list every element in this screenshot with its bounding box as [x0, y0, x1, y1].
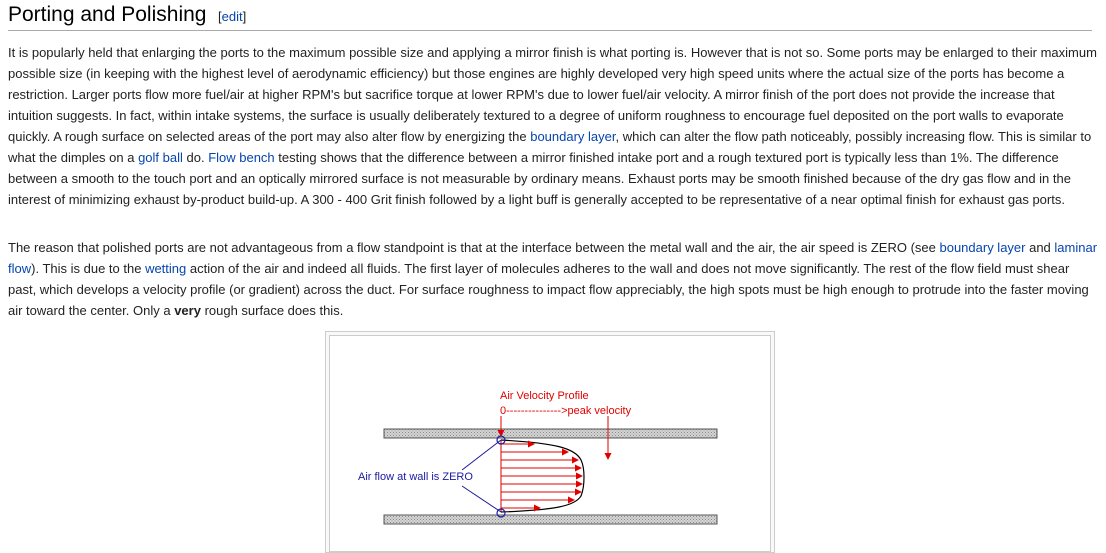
profile-label: Air Velocity Profile: [500, 390, 589, 402]
link-laminar-flow[interactable]: laminar flow: [8, 240, 1098, 276]
paragraph-porting: [8, 42, 1098, 210]
text-span: and: [1025, 240, 1055, 255]
link-boundary-layer[interactable]: boundary layer: [530, 129, 616, 144]
link-wetting[interactable]: wetting: [145, 261, 187, 276]
wall-pointer-bottom: [462, 486, 501, 512]
edit-bracket-close: ]: [242, 9, 247, 24]
text-span: rough surface does this.: [200, 303, 344, 318]
velocity-profile-diagram: [330, 336, 770, 551]
velocity-profile-figure[interactable]: [325, 331, 775, 553]
text-span: , which can alter the flow path noticeably, possibly increasing flow. This is similar to what the dimples on a: [8, 129, 1092, 165]
top-duct-wall: [384, 429, 717, 438]
wall-pointer-top: [462, 440, 501, 470]
link-boundary-layer-2[interactable]: boundary layer: [939, 240, 1026, 255]
link-flow-bench[interactable]: Flow bench: [208, 150, 275, 165]
edit-bracket-open: [: [218, 9, 222, 24]
section-heading: [8, 0, 1092, 31]
bold-very: very: [174, 303, 201, 318]
text-span: do.: [182, 150, 209, 165]
text-span: ). This is due to the: [31, 261, 146, 276]
figure-frame: [329, 335, 771, 552]
bottom-duct-wall: [384, 515, 717, 524]
edit-link[interactable]: edit: [221, 9, 243, 24]
text-span: action of the air and indeed all fluids. The first layer of molecules adheres to the wall and does not move significantly. The rest of the flow field must shear past, which develops a velocity profile (or gradient) across the duct. For surface roughness to impact flow appreciably, the high spots must be high enough to protrude into the faster moving air toward the center. Only a: [8, 261, 1089, 318]
scale-label: 0--------------->peak velocity: [500, 405, 632, 417]
link-golf-ball[interactable]: golf ball: [138, 150, 183, 165]
wall-zero-label: Air flow at wall is ZERO: [358, 471, 473, 483]
paragraph-polished-ports: [8, 237, 1098, 321]
edit-section: [218, 9, 246, 24]
text-span: It is popularly held that enlarging the ports to the maximum possible size and applying a mirror finish is what porting is. However that is not so. Some ports may be enlarged to their maximum possible size (in keeping with the highest level of aerodynamic efficiency) but those engines are highly developed very high speed units where the actual size of the ports has become a restriction. Larger ports flow more fuel/air at higher RPM's but sacrifice torque at lower RPM's due to lower fuel/air velocity. A mirror finish of the port does not provide the increase that intuition suggests. In fact, within intake systems, the surface is usually deliberately textured to a degree of uniform roughness to encourage fuel deposited on the port walls to evaporate quickly. A rough surface on selected areas of the port may also alter flow by energizing the: [8, 45, 1097, 144]
text-span: The reason that polished ports are not advantageous from a flow standpoint is that at the interface between the metal wall and the air, the air speed is ZERO (see: [8, 240, 940, 255]
text-span: testing shows that the difference between a mirror finished intake port and a rough textured port is typically less than 1%. The difference between a smooth to the touch port and an optically mirrored surface is not measurable by ordinary means. Exhaust ports may be smooth finished because of the dry gas flow and in the interest of minimizing exhaust by-product build-up. A 300 - 400 Grit finish followed by a light buff is generally accepted to be representative of a near optimal finish for exhaust gas ports.: [8, 150, 1071, 207]
section-title: Porting and Polishing: [8, 3, 207, 26]
